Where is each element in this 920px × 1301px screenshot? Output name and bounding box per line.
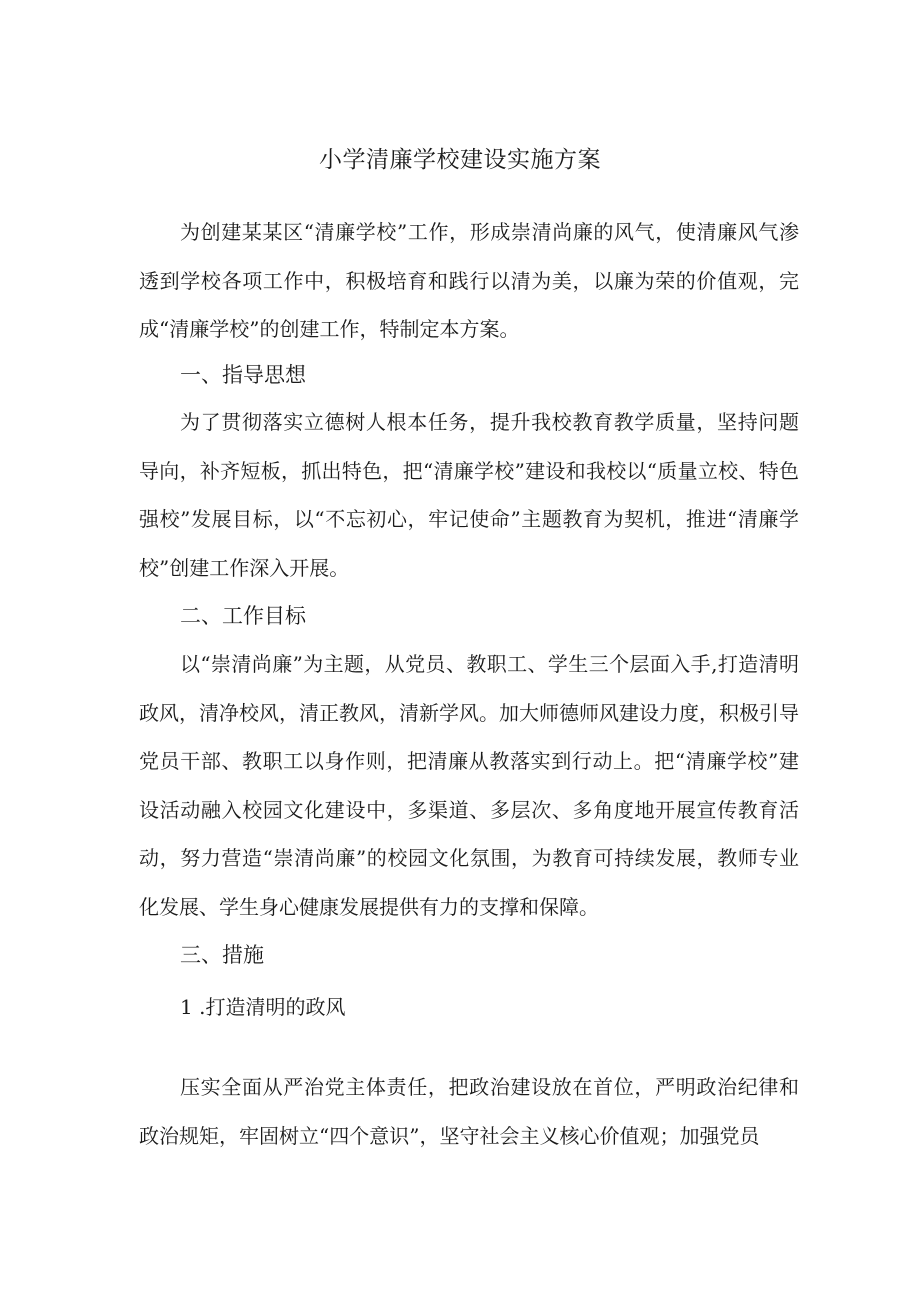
intro-paragraph: 为创建某某区“清廉学校”工作，形成崇清尚廉的风气，使清廉风气渗透到学校各项工作中，积极培育和践行以清为美，以廉为荣的价值观，完成“清廉学校”的创建工作，特制定本方案。 xyxy=(139,220,799,341)
section-body-work-goals: 以“崇清尚廉”为主题，从党员、教职工、学生三个层面入手,打造清明政风，清净校风，清正教风，清新学风。加大师德师风建设力度，积极引导党员干部、教职工以身作则，把清廉从教落实到行动上。把“清廉学校”建设活动融入校园文化建设中，多渠道、多层次、多角度地开展宣传教育活动，努力营造“崇清尚廉”的校园文化氛围，为教育可持续发展，教师专业化发展、学生身心健康发展提供有力的支撑和保障。 xyxy=(139,652,799,919)
subsection-body-clean-governance: 压实全面从严治党主体责任，把政治建设放在首位，严明政治纪律和政治规矩，牢固树立“四个意识”，坚守社会主义核心价值观；加强党员 xyxy=(139,1075,799,1148)
section-heading-guiding-ideology: 一、指导思想 xyxy=(180,363,306,387)
section-heading-work-goals: 二、工作目标 xyxy=(180,604,306,628)
section-heading-measures: 三、措施 xyxy=(180,943,264,967)
subsection-heading-clean-governance: 1 .打造清明的政风 xyxy=(180,995,346,1019)
section-body-guiding-ideology: 为了贯彻落实立德树人根本任务，提升我校教育教学质量，坚持问题导向，补齐短板，抓出特色，把“清廉学校”建设和我校以“质量立校、特色强校”发展目标，以“不忘初心，牢记使命”主题教育为契机，推进“清廉学校”创建工作深入开展。 xyxy=(139,410,799,580)
document-title: 小学清廉学校建设实施方案 xyxy=(319,147,601,173)
